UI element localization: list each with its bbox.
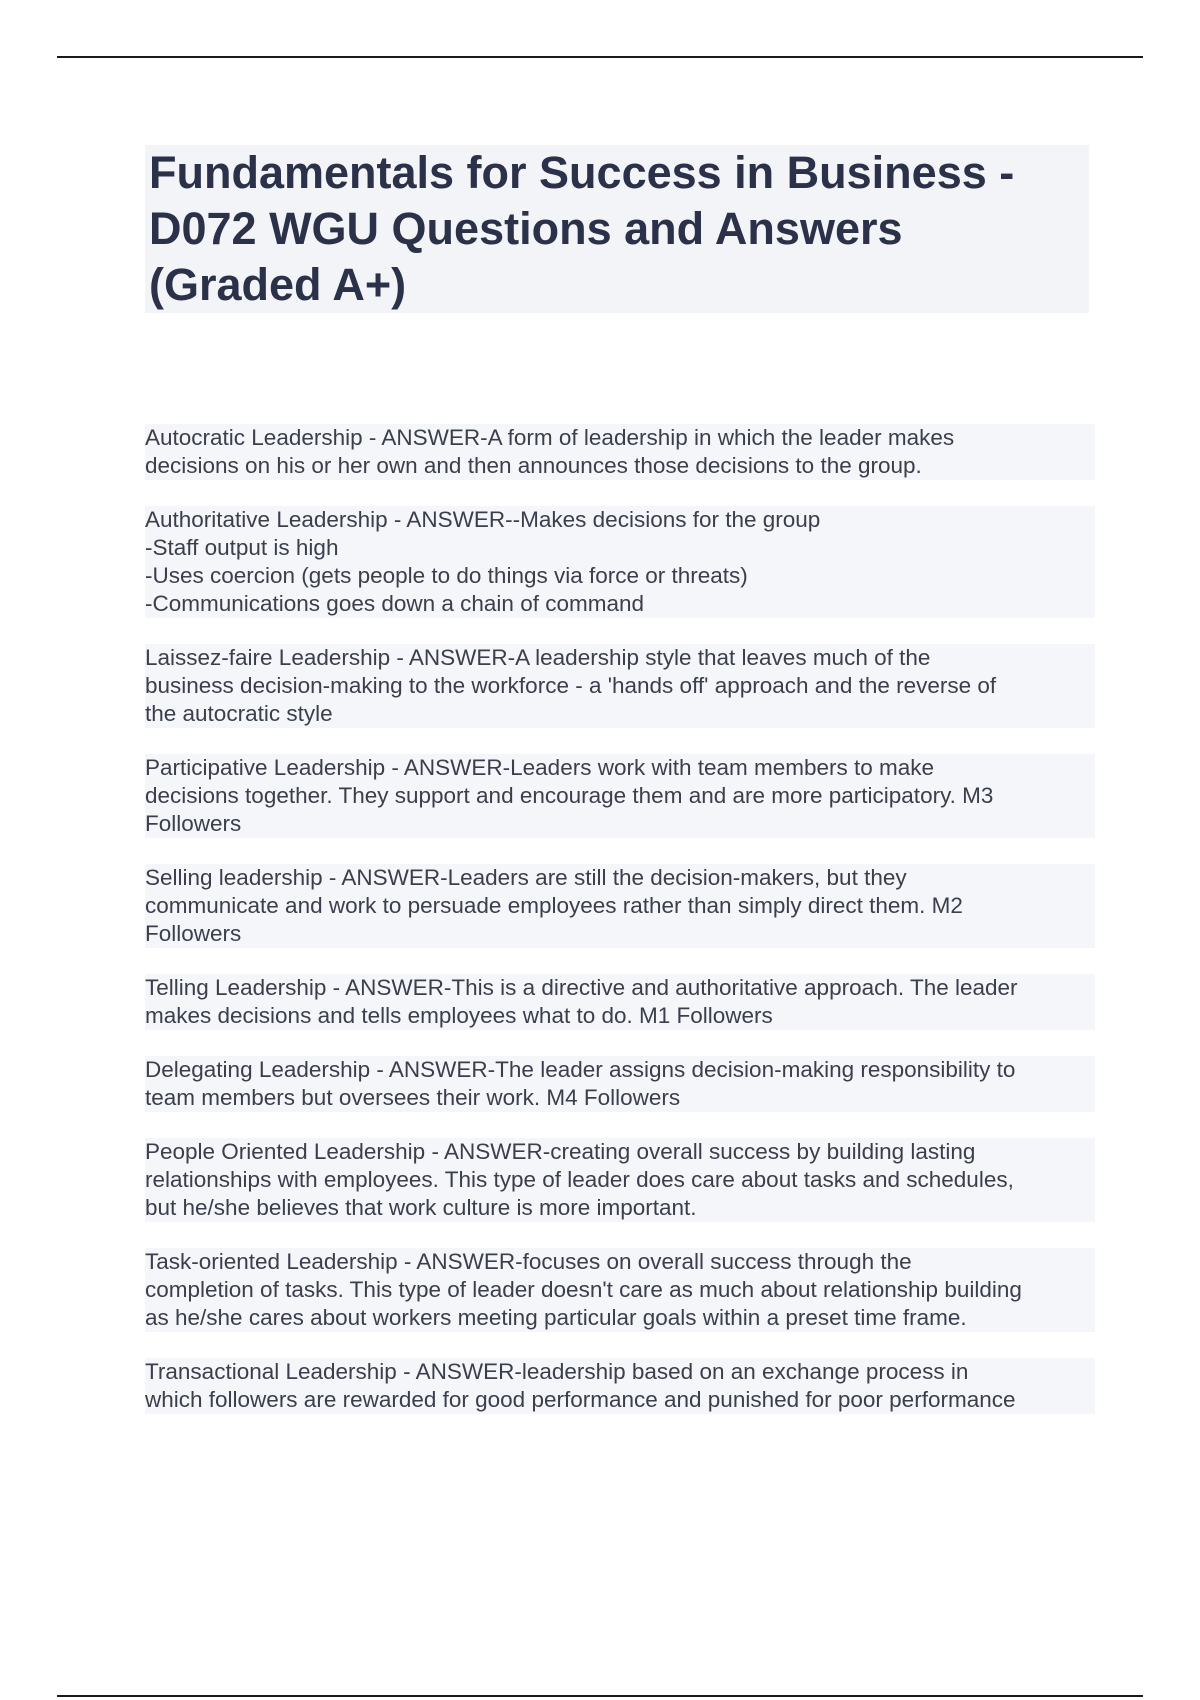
qa-entry-selling: Selling leadership - ANSWER-Leaders are still the decision-makers, but they communicate and work to persuade employees rather than simply direct them. M2 Followers: [145, 864, 1095, 948]
qa-entry-authoritative: Authoritative Leadership - ANSWER--Makes decisions for the group -Staff output is high -Uses coercion (gets people to do things via force or threats) -Communications goes down a chain of command: [145, 506, 1095, 618]
qa-entry-laissez-faire: Laissez-faire Leadership - ANSWER-A leadership style that leaves much of the business decision-making to the workforce - a 'hands off' approach and the reverse of the autocratic style: [145, 644, 1095, 728]
qa-list: [145, 424, 1095, 1440]
title-block: [145, 145, 1089, 313]
qa-entry-autocratic: Autocratic Leadership - ANSWER-A form of leadership in which the leader makes decisions on his or her own and then announces those decisions to the group.: [145, 424, 1095, 480]
bottom-rule: [57, 1695, 1143, 1697]
document-title: Fundamentals for Success in Business - D072 WGU Questions and Answers (Graded A+): [149, 147, 1015, 310]
qa-entry-telling: Telling Leadership - ANSWER-This is a directive and authoritative approach. The leader makes decisions and tells employees what to do. M1 Followers: [145, 974, 1095, 1030]
top-rule: [57, 56, 1143, 58]
qa-entry-delegating: Delegating Leadership - ANSWER-The leader assigns decision-making responsibility to team members but oversees their work. M4 Followers: [145, 1056, 1095, 1112]
qa-entry-transactional: Transactional Leadership - ANSWER-leadership based on an exchange process in which followers are rewarded for good performance and punished for poor performance: [145, 1358, 1095, 1414]
qa-entry-participative: Participative Leadership - ANSWER-Leaders work with team members to make decisions together. They support and encourage them and are more participatory. M3 Followers: [145, 754, 1095, 838]
qa-entry-task-oriented: Task-oriented Leadership - ANSWER-focuses on overall success through the completion of tasks. This type of leader doesn't care as much about relationship building as he/she cares about workers meeting particular goals within a preset time frame.: [145, 1248, 1095, 1332]
qa-entry-people-oriented: People Oriented Leadership - ANSWER-creating overall success by building lasting relationships with employees. This type of leader does care about tasks and schedules, but he/she believes that work culture is more important.: [145, 1138, 1095, 1222]
